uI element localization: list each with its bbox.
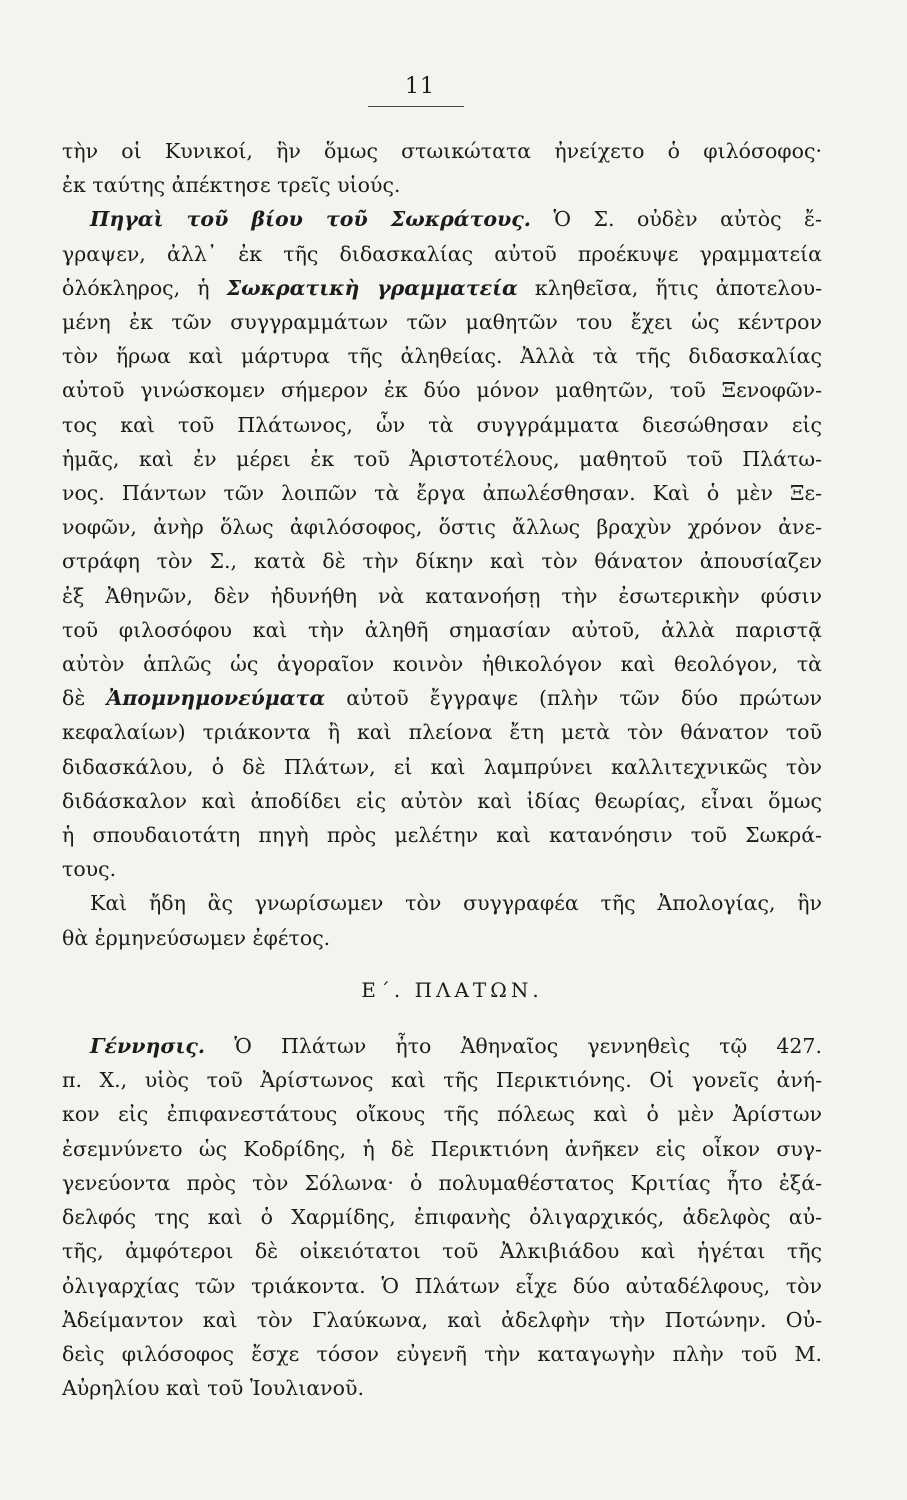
line-text: διδασκάλου, ὁ δὲ Πλάτων, εἰ καὶ λαμπρύνει καλλιτεχνικῶς τὸν <box>62 754 822 779</box>
text-line <box>62 784 822 818</box>
line-text: κον εἰς ἐπιφανεστάτους οἴκους τῆς πόλεως καὶ ὁ μὲν Ἀρίστων <box>62 1102 822 1127</box>
line-text: νοφῶν, ἀνὴρ ὅλως ἀφιλόσοφος, ὅστις ἄλλως βραχὺν χρόνον ἀνε- <box>62 515 822 540</box>
line-text: δελφός της καὶ ὁ Χαρμίδης, ἐπιφανὴς ὀλιγαρχικός, ἀδελφὸς αὐ- <box>62 1205 822 1230</box>
line-text: κεφαλαίων) τριάκοντα ἢ καὶ πλείονα ἔτη μετὰ τὸν θάνατον τοῦ <box>62 720 822 745</box>
text-line <box>62 681 822 715</box>
line-text: Ὁ Πλάτων ἦτο Ἀθηναῖος γεννηθεὶς τῷ 427. <box>205 1034 822 1059</box>
text-line <box>62 1097 822 1131</box>
italic-heading: Σωκρατικὴ γραμματεία <box>226 275 518 300</box>
line-text: θὰ ἑρμηνεύσωμεν ἐφέτος. <box>62 925 331 950</box>
text-line <box>62 1303 822 1337</box>
text-line <box>62 613 822 647</box>
line-text: κληθεῖσα, ἥτις ἀποτελου- <box>517 275 822 300</box>
line-text: τὴν οἱ Κυνικοί, ἣν ὅμως στωικώτατα ἠνείχετο ὁ φιλόσοφος· <box>62 139 822 163</box>
text-line <box>62 750 822 784</box>
line-text: Ὁ Σ. οὐδὲν αὐτὸς ἔ- <box>530 207 822 232</box>
line-text: Καὶ ἤδη ἂς γνωρίσωμεν τὸν συγγραφέα τῆς Ἀπολογίας, ἣν <box>90 891 822 916</box>
line-text: τῆς, ἀμφότεροι δὲ οἰκειότατοι τοῦ Ἀλκιβιάδου καὶ ἡγέται τῆς <box>62 1239 822 1264</box>
line-text: ἡμᾶς, καὶ ἐν μέρει ἐκ τοῦ Ἀριστοτέλους, μαθητοῦ τοῦ Πλάτω- <box>62 446 822 471</box>
text-line <box>62 1063 822 1097</box>
text-line <box>62 921 822 955</box>
text-line <box>62 408 822 442</box>
text-line <box>62 202 822 236</box>
line-text: νος. Πάντων τῶν λοιπῶν τὰ ἔργα ἀπωλέσθησαν. Καὶ ὁ μὲν Ξε- <box>62 481 822 506</box>
line-text: αὐτὸν ἁπλῶς ὡς ἀγοραῖον κοινὸν ἠθικολόγον καὶ θεολόγον, τὰ <box>62 652 822 677</box>
text-line <box>62 1029 822 1063</box>
section-spacer <box>62 955 822 973</box>
text-line <box>62 1337 822 1371</box>
text-line <box>62 237 822 271</box>
line-text: στράφη τὸν Σ., κατὰ δὲ τὴν δίκην καὶ τὸν θάνατον ἀπουσίαζεν <box>62 549 822 574</box>
line-text: ἐξ Ἀθηνῶν, δὲν ἠδυνήθη νὰ κατανοήσῃ τὴν ἐσωτερικὴν φύσιν <box>62 583 822 608</box>
line-text: δὲ <box>62 686 107 711</box>
line-text: τος καὶ τοῦ Πλάτωνος, ὧν τὰ συγγράμματα διεσώθησαν εἰς <box>62 412 822 437</box>
text-line <box>62 647 822 681</box>
text-line <box>62 168 822 202</box>
plato-birth-section <box>62 1029 822 1405</box>
text-line <box>62 818 822 852</box>
line-text: Αὐρηλίου καὶ τοῦ Ἰουλιανοῦ. <box>62 1376 364 1401</box>
text-line <box>62 442 822 476</box>
italic-heading: Ἀπομνημονεύματα <box>106 686 326 711</box>
line-text: τὸν ἥρωα καὶ μάρτυρα τῆς ἀληθείας. Ἀλλὰ τὰ τῆς διδασκαλίας <box>62 344 822 369</box>
line-text: π. Χ., υἱὸς τοῦ Ἀρίστωνος καὶ τῆς Περικτιόνης. Οἱ γονεῖς ἀνή- <box>62 1068 822 1093</box>
text-line <box>62 373 822 407</box>
text-line <box>62 339 822 373</box>
text-line <box>62 579 822 613</box>
italic-heading: Πηγαὶ τοῦ βίου τοῦ Σωκράτους. <box>90 207 531 232</box>
line-text: αὐτοῦ γινώσκομεν σήμερον ἐκ δύο μόνον μαθητῶν, τοῦ Ξενοφῶν- <box>62 378 822 403</box>
text-line <box>62 1132 822 1166</box>
text-line <box>62 1371 822 1405</box>
text-line <box>62 271 822 305</box>
page-number-rule <box>368 106 464 107</box>
text-line <box>62 1166 822 1200</box>
line-text: ἡ σπουδαιοτάτη πηγὴ πρὸς μελέτην καὶ κατανόησιν τοῦ Σωκρά- <box>62 823 822 848</box>
page-number: 11 <box>405 74 435 99</box>
text-line <box>62 476 822 510</box>
section-title: Ε΄. ΠΛΑΤΩΝ. <box>361 977 543 1002</box>
text-line <box>62 852 822 886</box>
text-line <box>62 544 822 578</box>
line-text: ὁλόκληρος, ἡ <box>62 275 227 300</box>
text-line <box>62 715 822 749</box>
line-text: γενεύοντα πρὸς τὸν Σόλωνα· ὁ πολυμαθέστατος Κριτίας ἦτο ἐξά- <box>62 1170 822 1195</box>
line-text: ὀλιγαρχίας τῶν τριάκοντα. Ὁ Πλάτων εἶχε δύο αὐταδέλφους, τὸν <box>62 1273 822 1298</box>
line-text: τους. <box>62 857 117 882</box>
body-text <box>62 134 822 1405</box>
line-text: δεὶς φιλόσοφος ἔσχε τόσον εὐγενῆ τὴν καταγωγὴν πλὴν τοῦ Μ. <box>62 1341 822 1366</box>
line-text: ἐσεμνύνετο ὡς Κοδρίδης, ἡ δὲ Περικτιόνη ἀνῆκεν εἰς οἶκον συγ- <box>62 1136 822 1161</box>
text-line <box>62 1269 822 1303</box>
line-text: Ἀδείμαντον καὶ τὸν Γλαύκωνα, καὶ ἀδελφὴν τὴν Ποτώνην. Οὐ- <box>62 1307 822 1332</box>
text-line <box>62 1234 822 1268</box>
text-line <box>62 1200 822 1234</box>
socrates-sources-section <box>62 134 822 955</box>
line-text: μένη ἐκ τῶν συγγραμμάτων τῶν μαθητῶν του ἔχει ὡς κέντρον <box>62 310 822 335</box>
section-spacer <box>62 1007 822 1029</box>
line-text: ἐκ ταύτης ἀπέκτησε τρεῖς υἱούς. <box>62 173 401 198</box>
line-text: διδάσκαλον καὶ ἀποδίδει εἰς αὐτὸν καὶ ἰδίας θεωρίας, εἶναι ὅμως <box>62 788 822 813</box>
line-text: τοῦ φιλοσόφου καὶ τὴν ἀληθῆ σημασίαν αὐτοῦ, ἀλλὰ παριστᾷ <box>62 617 822 642</box>
italic-heading: Γέννησις. <box>90 1034 206 1059</box>
text-line <box>62 886 822 920</box>
text-line <box>62 134 822 168</box>
text-line <box>62 510 822 544</box>
line-text: αὐτοῦ ἔγγραψε (πλὴν τῶν δύο πρώτων <box>325 686 822 711</box>
text-line <box>62 305 822 339</box>
line-text: γραψεν, ἀλλ᾽ ἐκ τῆς διδασκαλίας αὐτοῦ προέκυψε γραμματεία <box>62 241 822 266</box>
